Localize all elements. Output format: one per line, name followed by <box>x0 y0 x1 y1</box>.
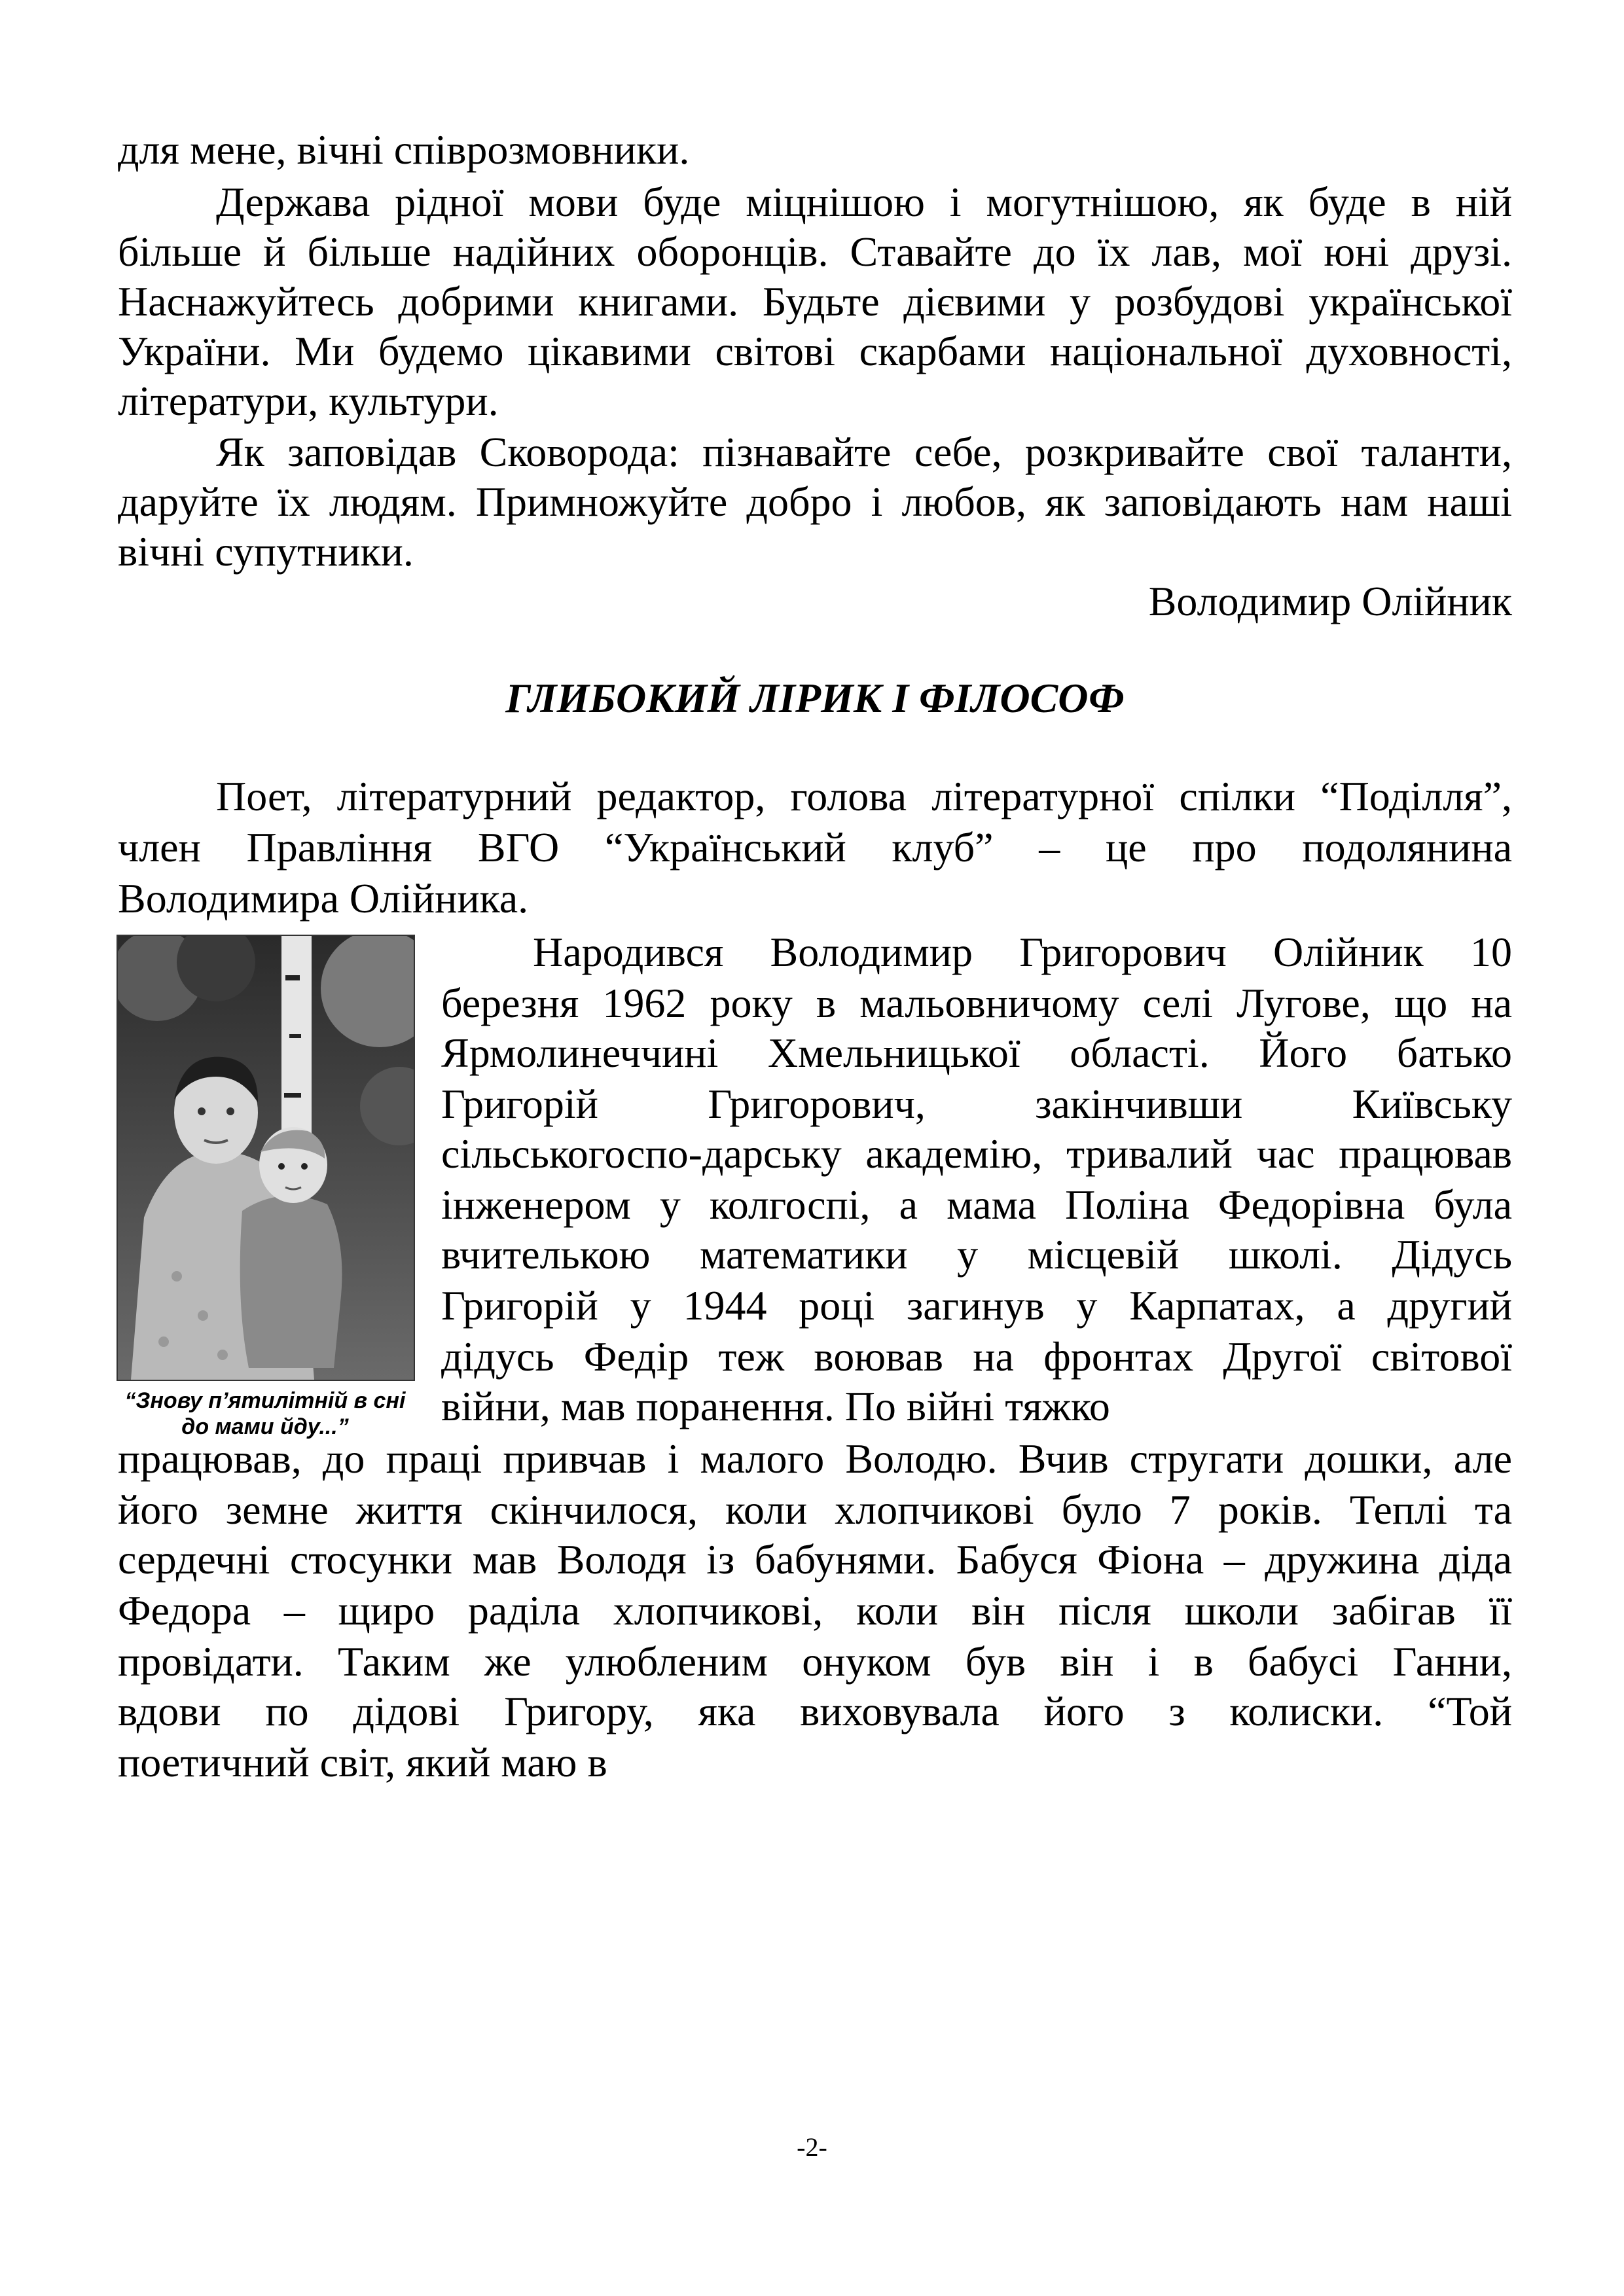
lead-line: Поет, літературний редактор, голова літературної спілки “Поділля”, <box>216 773 1512 819</box>
paragraph-line: працював, до праці привчав і малого Володю. Вчив стругати дошки, але <box>118 1435 1512 1482</box>
paragraph-line: Держава рідної мови буде міцнішою і могутнішою, як буде в ній <box>216 179 1512 225</box>
wrap-line: березня 1962 року в мальовничому селі Лугове, що на <box>441 980 1512 1026</box>
paragraph-line: Як заповідав Сковорода: пізнавайте себе, розкривайте свої таланти, <box>216 429 1512 475</box>
lead-line: член Правління ВГО “Український клуб” – це про подолянина <box>118 824 1512 870</box>
paragraph-line: провідати. Таким же улюбленим онуком був він і в бабусі Ганни, <box>118 1638 1512 1685</box>
signature: Володимир Олійник <box>1148 578 1512 624</box>
page-number: -2- <box>797 2132 827 2162</box>
wrap-line: інженером у колгоспі, а мама Поліна Федорівна була <box>441 1181 1512 1228</box>
wrap-line: Народився Володимир Григорович Олійник 10 <box>533 929 1512 975</box>
paragraph-line: його земне життя скінчилося, коли хлопчикові було 7 років. Теплі та <box>118 1486 1512 1533</box>
paragraph-line: Федора – щиро раділа хлопчикові, коли він після школи забігав її <box>118 1587 1512 1634</box>
wrap-line: сільськогоспо-дарську академію, тривалий час працював <box>441 1130 1512 1177</box>
photo-caption: “Знову п’ятилітній в сні <box>124 1388 406 1413</box>
wrap-line: вчителькою математики у місцевій школі. Дідусь <box>441 1231 1512 1278</box>
paragraph-line: вічні супутники. <box>118 528 414 575</box>
paragraph-line: поетичний світ, який маю в <box>118 1739 607 1785</box>
paragraph-line: більше й більше надійних оборонців. Ставайте до їх лав, мої юні друзі. <box>118 228 1512 275</box>
paragraph-line: Наснажуйтесь добрими книгами. Будьте дієвими у розбудові української <box>118 278 1512 325</box>
photo-mother-and-child <box>117 935 415 1381</box>
wrap-line: Григорій Григорович, закінчивши Київську <box>441 1081 1512 1127</box>
paragraph-line: сердечні стосунки мав Володя із бабунями. Бабуся Фіона – дружина діда <box>118 1536 1512 1583</box>
paragraph-line: для мене, вічні співрозмовники. <box>118 126 690 173</box>
wrap-line: війни, мав поранення. По війні тяжко <box>441 1383 1110 1429</box>
photo-caption: до мами йду...” <box>181 1414 349 1439</box>
paragraph-line: даруйте їх людям. Примножуйте добро і любов, як заповідають нам наші <box>118 478 1512 525</box>
wrap-line: Григорій у 1944 році загинув у Карпатах, а другий <box>441 1282 1512 1329</box>
paragraph-line: літератури, культури. <box>118 378 499 424</box>
paragraph-line: вдови по дідові Григору, яка виховувала його з колиски. “Той <box>118 1688 1512 1734</box>
lead-line: Володимира Олійника. <box>118 875 529 922</box>
wrap-line: Ярмолинеччині Хмельницької області. Його батько <box>441 1030 1512 1076</box>
paragraph-line: України. Ми будемо цікавими світові скарбами національної духовності, <box>118 328 1512 374</box>
article-title: ГЛИБОКИЙ ЛІРИК І ФІЛОСОФ <box>505 675 1125 721</box>
wrap-line: дідусь Федір теж воював на фронтах Другої світової <box>441 1333 1512 1380</box>
